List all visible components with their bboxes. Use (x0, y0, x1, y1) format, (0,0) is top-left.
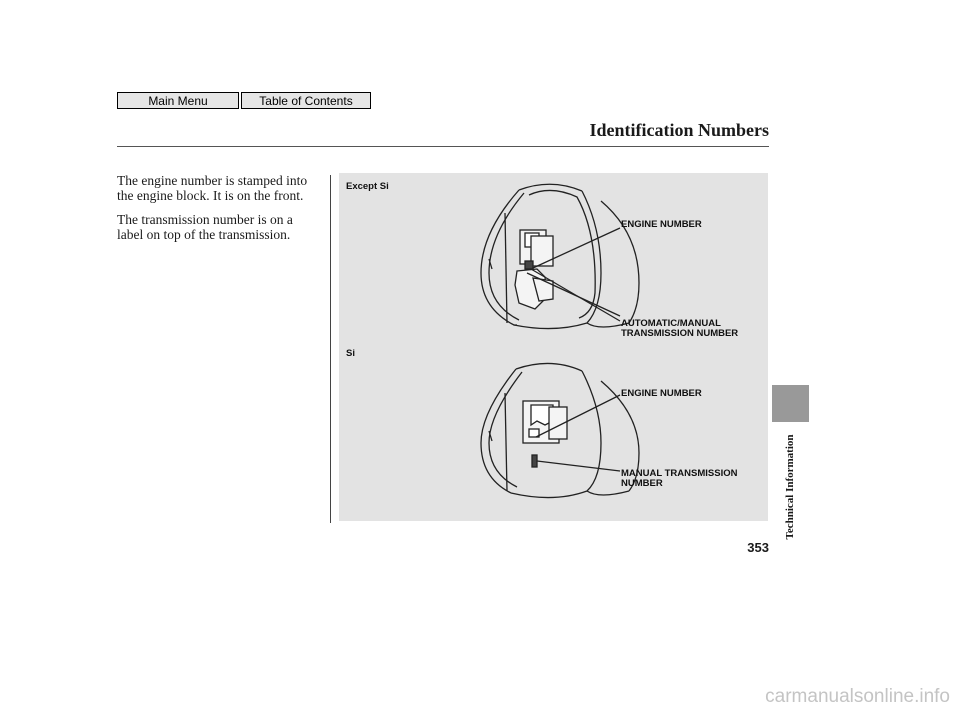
figure-panel (339, 173, 768, 521)
table-of-contents-button[interactable]: Table of Contents (241, 92, 371, 109)
top-car-outline (481, 184, 639, 328)
top-engine-number-label: ENGINE NUMBER (621, 219, 702, 230)
si-caption: Si (346, 348, 355, 359)
top-transmission-number-label: AUTOMATIC/MANUAL TRANSMISSION NUMBER (621, 318, 739, 339)
top-engine-block (515, 230, 553, 309)
bottom-engine-block (523, 401, 567, 467)
column-divider (330, 175, 331, 523)
bottom-transmission-number-label: MANUAL TRANSMISSION NUMBER (621, 468, 738, 489)
header-divider (117, 146, 769, 147)
section-label: Technical Information (784, 434, 796, 540)
section-tab (772, 385, 809, 422)
except-si-caption: Except Si (346, 181, 389, 192)
main-menu-button[interactable]: Main Menu (117, 92, 239, 109)
engine-number-paragraph: The engine number is stamped into the engine block. It is on the front. (117, 173, 308, 203)
bottom-engine-number-label: ENGINE NUMBER (621, 388, 702, 399)
page-title: Identification Numbers (589, 120, 769, 140)
page-number: 353 (747, 540, 769, 555)
transmission-number-paragraph: The transmission number is on a label on top of the transmission. (117, 212, 293, 242)
watermark: carmanualsonline.info (765, 686, 950, 707)
